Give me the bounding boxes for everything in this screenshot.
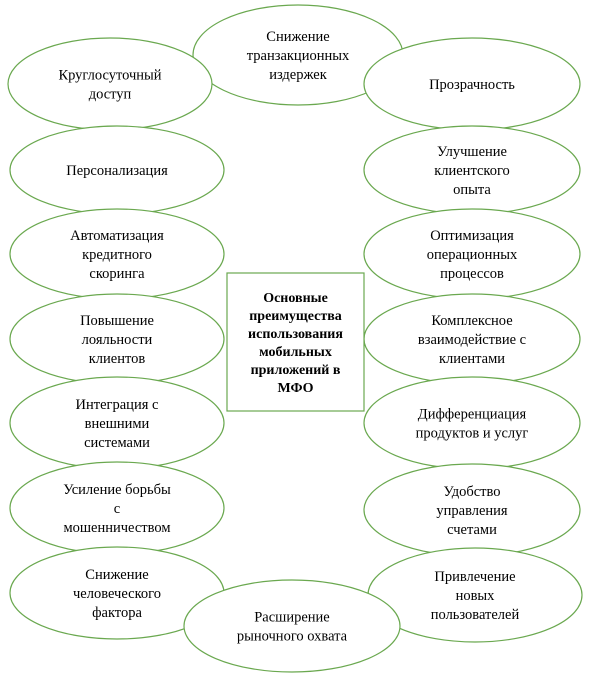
benefit-label-line: Удобство (443, 484, 501, 500)
benefit-differentiation (364, 377, 580, 469)
benefit-label-line: системами (84, 435, 150, 451)
benefit-label-line: взаимодействие с (417, 332, 527, 348)
benefit-label-line: Круглосуточный (58, 67, 162, 84)
benefit-label-line: управления (436, 503, 508, 519)
benefit-complex-interaction (364, 294, 580, 384)
benefit-label-line: лояльности (81, 332, 153, 348)
benefit-external-integration (10, 377, 224, 469)
benefit-label-line: транзакционных (246, 48, 350, 64)
benefit-label (76, 397, 159, 451)
center-title-line: МФО (277, 381, 314, 396)
benefit-loyalty (10, 294, 224, 384)
benefit-label-line: Снижение (85, 567, 149, 583)
center-node (227, 273, 364, 411)
center-title-line: мобильных (259, 345, 332, 360)
benefit-label-line: процессов (440, 266, 504, 282)
benefit-label-line: Комплексное (431, 313, 513, 329)
benefit-label (66, 163, 168, 179)
center-title-line: преимущества (249, 309, 342, 324)
benefit-round-the-clock (8, 38, 212, 130)
benefit-client-experience (364, 126, 580, 214)
benefit-label-line: мошенничеством (63, 520, 171, 536)
benefit-process-optimization (364, 209, 580, 299)
benefit-label (429, 77, 515, 93)
benefit-label-line: Интеграция с (75, 397, 159, 413)
center-title-line: приложений в (250, 363, 341, 378)
benefit-label-line: Дифференциация (417, 406, 527, 423)
benefit-label-line: опыта (453, 182, 491, 198)
benefit-label-line: клиентами (438, 351, 506, 367)
benefit-label-line: рыночного охвата (236, 628, 348, 645)
benefit-label-line: счетами (447, 522, 497, 538)
benefit-label-line: Персонализация (66, 163, 168, 179)
benefit-label-line: операционных (426, 247, 518, 263)
benefit-label-line: Снижение (266, 29, 330, 45)
benefit-label (80, 313, 154, 367)
center-title-line: использования (248, 327, 343, 342)
benefit-label-line: Прозрачность (429, 77, 515, 93)
benefit-label-line: доступ (88, 86, 132, 103)
benefit-label-line: продуктов и услуг (415, 425, 529, 442)
benefit-account-management (364, 464, 580, 556)
benefit-label-line: скоринга (89, 266, 145, 282)
benefit-label-line: Усиление борьбы (63, 482, 171, 498)
benefit-credit-scoring (10, 209, 224, 299)
benefit-label-line: кредитного (82, 247, 152, 263)
benefit-label-line: внешними (84, 416, 150, 432)
benefit-label-line: с (113, 501, 121, 517)
benefit-market-reach (184, 580, 400, 672)
benefit-ellipse (364, 377, 580, 469)
center-title-line: Основные (263, 291, 328, 306)
benefit-label-line: Расширение (254, 609, 330, 626)
benefit-label-line: Автоматизация (70, 228, 164, 244)
benefit-personalization (10, 126, 224, 214)
benefit-transparency (364, 38, 580, 130)
benefit-label-line: Привлечение (434, 569, 516, 585)
benefit-label-line: издержек (269, 67, 327, 83)
benefit-ellipse (184, 580, 400, 672)
benefit-label-line: клиентского (434, 163, 510, 179)
benefit-label-line: клиентов (88, 351, 146, 367)
benefit-anti-fraud (10, 462, 224, 554)
benefit-label-line: Улучшение (437, 144, 507, 160)
benefit-ellipse (8, 38, 212, 130)
benefit-label-line: пользователей (430, 607, 520, 623)
benefit-label-line: человеческого (73, 586, 161, 602)
benefit-label-line: новых (455, 588, 495, 604)
benefit-label-line: Оптимизация (430, 228, 514, 244)
benefit-label-line: фактора (92, 605, 142, 621)
benefit-label-line: Повышение (80, 313, 154, 329)
